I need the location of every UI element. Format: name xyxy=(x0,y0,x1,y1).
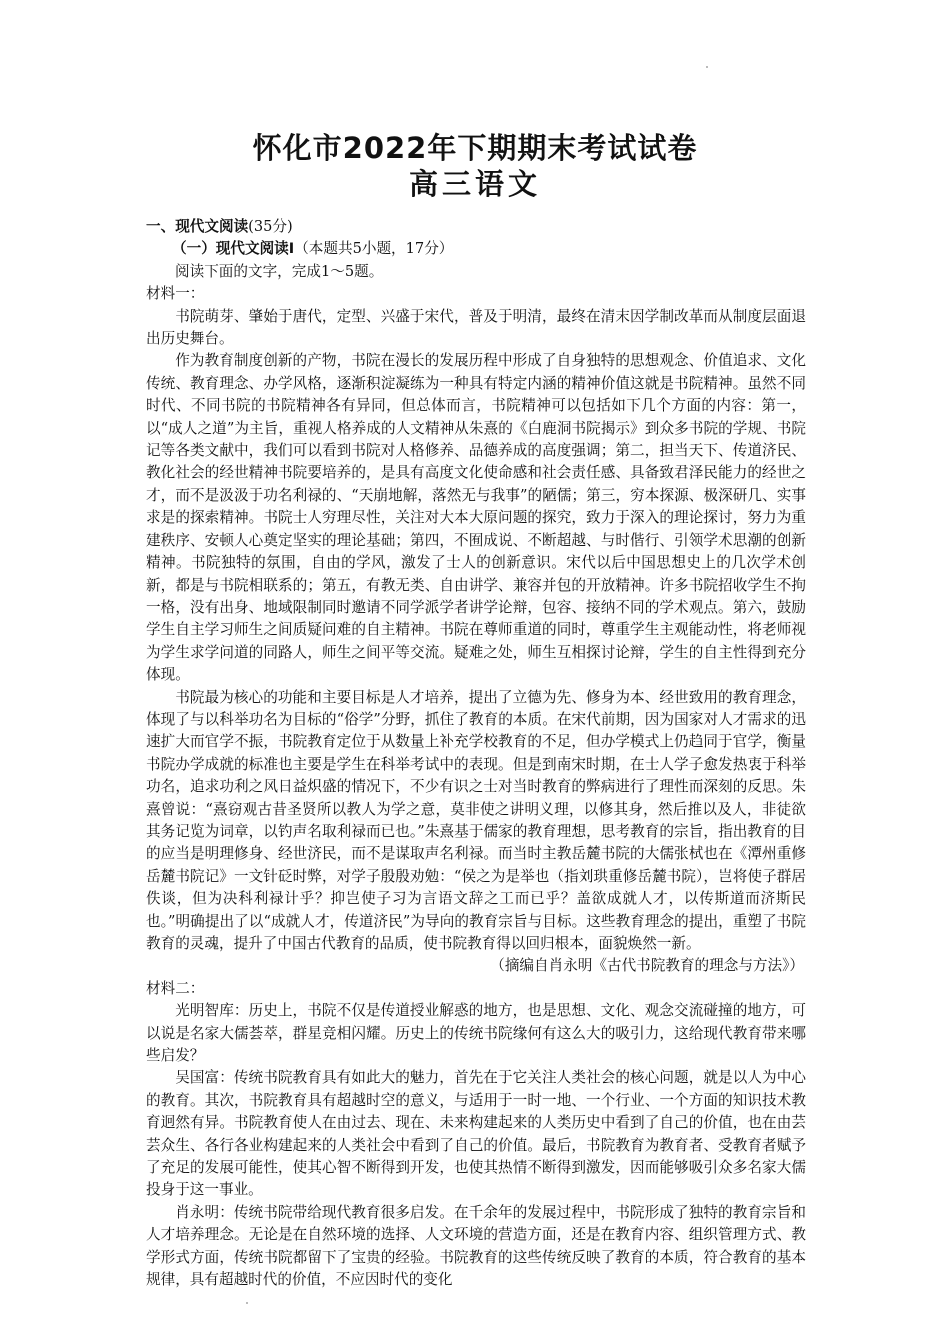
material-label: 材料一： xyxy=(146,285,205,303)
paragraph: 吴国富：传统书院教育具有如此大的魅力，首先在于它关注人类社会的核心问题，就是以人为中心的教育。其次，书院教育具有超越时空的意义，与适用于一时一地、一个行业、一个方面的知识技术教育迥然有异。书院教育使人在由过去、现在、未来构建起来的人类历史中看到了自己的价值，也在由芸芸众生、各行各业构建起来的人类社会中看到了自己的价值。最后，书院教育为教育者、受教育者赋予了充足的发展可能性，使其心智不断得到开发，也使其热情不断得到激发，因而能够吸引众多名家大儒投身于这一事业。 xyxy=(146,1069,806,1199)
scan-dot xyxy=(706,66,708,68)
subsection-heading xyxy=(146,238,806,260)
section-score: (35分) xyxy=(248,218,293,235)
subsection-note: （本题共5小题，17分） xyxy=(294,240,454,258)
source-citation: （摘编自肖永明《古代书院教育的理念与方法》） xyxy=(490,957,804,975)
subject-title: 高三语文 xyxy=(408,167,541,201)
paragraph: 光明智库：历史上，书院不仅是传道授业解惑的地方，也是思想、文化、观念交流碰撞的地方，可以说是名家大儒荟萃，群星竞相闪耀。历史上的传统书院缘何有这么大的吸引力，这给现代教育带来哪些启发？ xyxy=(146,1002,806,1065)
section-heading-text: 一、现代文阅读 xyxy=(146,218,249,235)
paragraph: 作为教育制度创新的产物，书院在漫长的发展历程中形成了自身独特的思想观念、价值追求、文化传统、教育理念、办学风格，逐渐积淀凝练为一种具有特定内涵的精神价值这就是书院精神。虽然不同时代、不同书院的书院精神各有异同，但总体而言，书院精神可以包括如下几个方面的内容：第一，以“成人之道”为主旨，重视人格养成的人文精神从朱熹的《白鹿洞书院揭示》到众多书院的学规、书院记等各类文献中，我们可以看到书院对人格修养、品德养成的高度强调；第二，担当天下、传道济民、教化社会的经世精神书院要培养的，是具有高度文化使命感和社会责任感、具备致君泽民能力的经世之才，而不是汲汲于功名利禄的、“天崩地解，落然无与我事”的陋儒；第三，穷本探源、极深研几、实事求是的探索精神。书院士人穷理尽性，关注对大本大原问题的探究，致力于深入的理论探讨，努力为重建秩序、安顿人心奠定坚实的理论基础；第四，不囿成说、不断超越、与时偕行、引领学术思潮的创新精神。书院独特的氛围，自由的学风，激发了士人的创新意识。宋代以后中国思想史上的几次学术创新，都是与书院相联系的；第五，有教无类、自由讲学、兼容并包的开放精神。许多书院招收学生不拘一格，没有出身、地域限制同时邀请不同学派学者讲学论辩，包容、接纳不同的学术观点。第六，鼓励学生自主学习师生之间质疑问难的自主精神。书院在尊师重道的同时，尊重学生主观能动性，将老师视为学生求学问道的同路人，师生之间平等交流。疑难之处，师生互相探讨论辩，学生的自主性得到充分体现。 xyxy=(146,352,806,684)
exam-content xyxy=(146,216,806,1292)
scan-dot xyxy=(246,1302,248,1304)
paragraph: 肖永明：传统书院带给现代教育很多启发。在千余年的发展过程中，书院形成了独特的教育宗旨和人才培养理念。无论是在自然环境的选择、人文环境的营造方面，还是在教育内容、组织管理方式、教学形式方面，传统书院都留下了宝贵的经验。书院教育的这些传统反映了教育的本质，符合教育的基本规律，具有超越时代的价值，不应因时代的变化 xyxy=(146,1203,806,1289)
paragraph: 书院最为核心的功能和主要目标是人才培养，提出了立德为先、修身为本、经世致用的教育理念，体现了与以科举功名为目标的“俗学”分野，抓住了教育的本质。在宋代前期，因为国家对人才需求的迅速扩大而官学不振，书院教育定位于从数量上补充学校教育的不足，但办学模式上仍趋同于官学，衡量书院办学成就的标准也主要是学生在科举考试中的表现。但是到南宋时期，在士人学子愈发热衷于科举功名，追求功利之风日益炽盛的情况下，不少有识之士对当时教育的弊病进行了理性而深刻的反思。朱熹曾说：“熹窃观古昔圣贤所以教人为学之意，莫非使之讲明义理，以修其身，然后推以及人，非徒欲其务记览为词章，以钓声名取利禄而已也。”朱熹基于儒家的教育理想，思考教育的宗旨，指出教育的目的应当是明理修身、经世济民，而不是谋取声名利禄。而当时主教岳麓书院的大儒张栻也在《潭州重修岳麓书院记》一文针砭时弊，对学子殷殷劝勉：“侯之为是举也（指刘珙重修岳麓书院），岂将使子群居佚谈，但为决科利禄计乎？抑岂使子习为言语文辞之工而已乎？盖欲成就人才，以传斯道而济斯民也。”明确提出了以“成就人才，传道济民”为导向的教育宗旨与目标。这些教育理念的提出，重塑了书院教育的灵魂，提升了中国古代教育的品质，使书院教育得以回归根本，面貌焕然一新。 xyxy=(146,688,806,952)
material-label: 材料二： xyxy=(146,979,205,997)
exam-title: 怀化市2022年下期期末考试试卷 xyxy=(252,131,698,165)
section-heading xyxy=(146,216,806,238)
instruction: 阅读下面的文字，完成1～5题。 xyxy=(175,262,384,280)
paragraph: 书院萌芽、肇始于唐代，定型、兴盛于宋代，普及于明清，最终在清末因学制改革而从制度层面退出历史舞台。 xyxy=(146,307,806,348)
subsection-heading-text: （一）现代文阅读Ⅰ xyxy=(172,240,295,258)
